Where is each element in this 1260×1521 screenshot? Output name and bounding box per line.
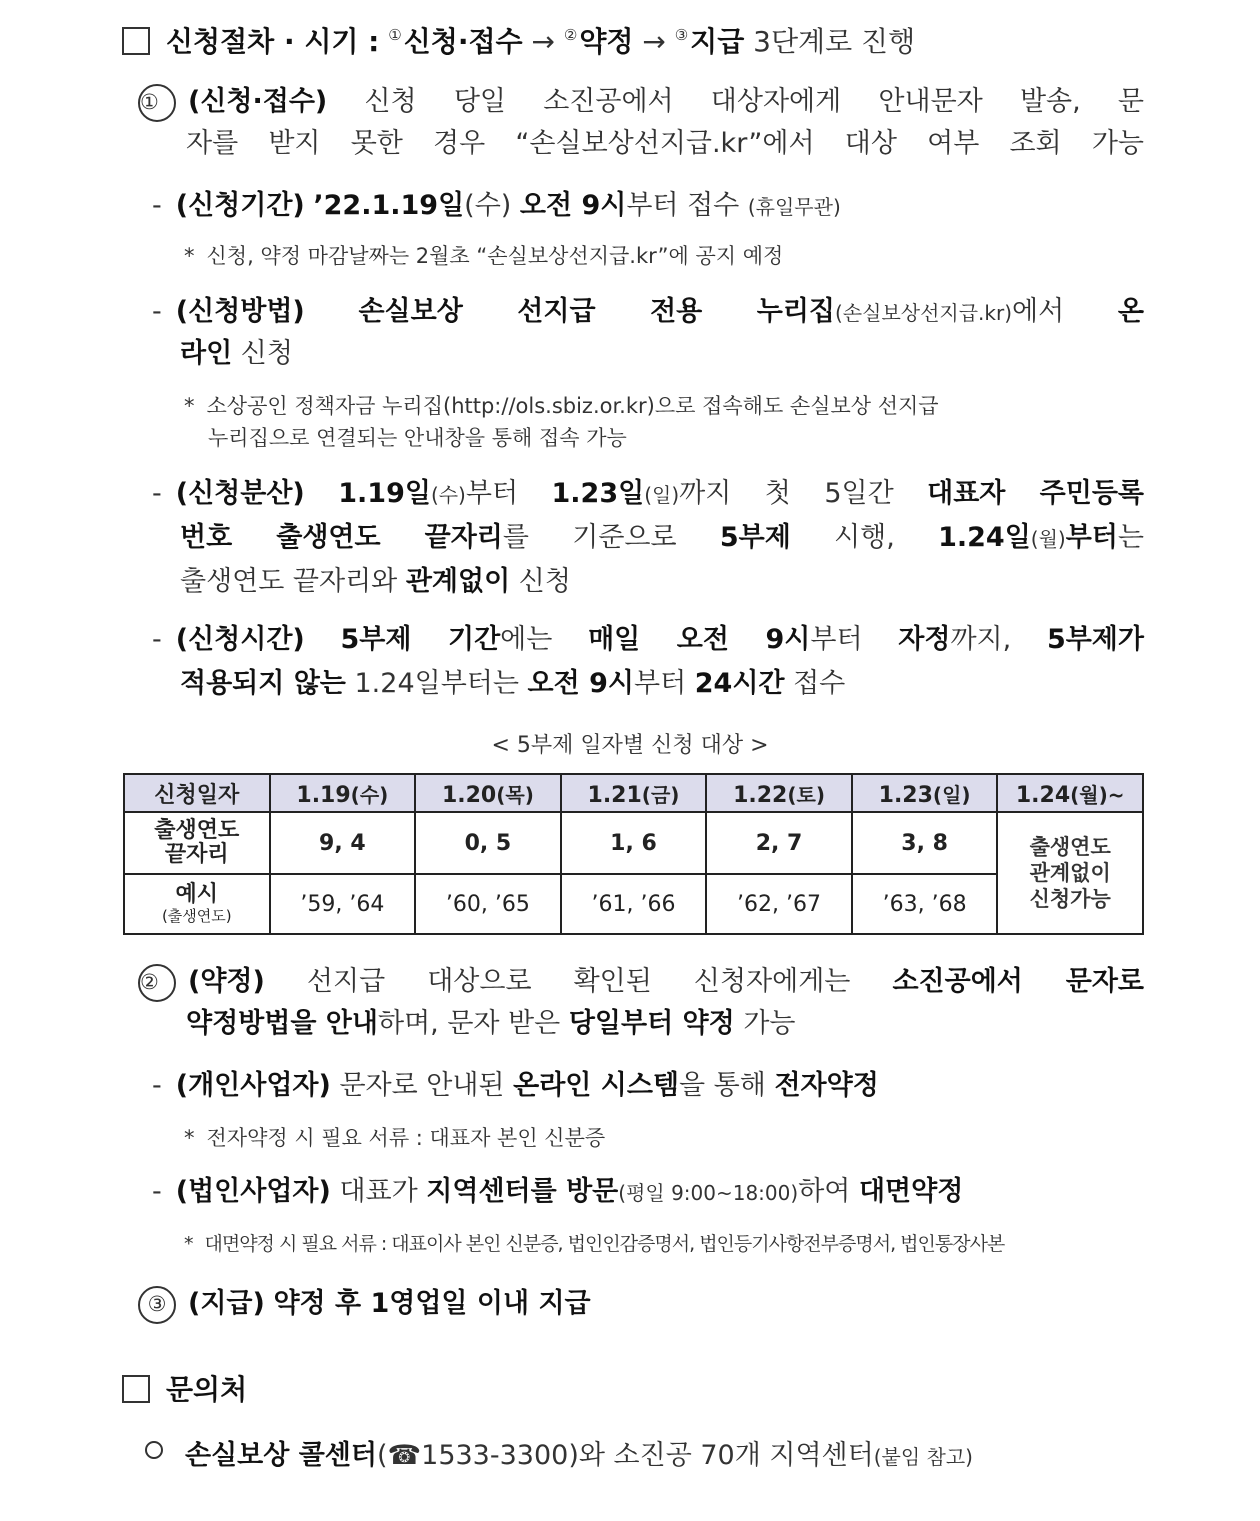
bullet-text: 를 기준으로 (502, 522, 677, 553)
paragraph-text: 자를 받지 못한 경우 “손실보상선지급.kr”에서 대상 여부 조회 가능 (186, 128, 1144, 159)
step-label: 신청·접수 (403, 25, 523, 58)
paragraph-text: 하며, 문자 받은 (377, 1008, 561, 1039)
bullet-corporate (152, 1172, 963, 1213)
paragraph-label: (지급) (188, 1288, 265, 1319)
dash-bullet: - (152, 1070, 162, 1101)
bullet-text: 신청 (518, 566, 571, 597)
cell-line: 관계없이 (1029, 861, 1111, 885)
day-of-week: (수) (430, 483, 466, 507)
note-deadline (184, 236, 783, 276)
table-header-cell (415, 774, 561, 812)
header-dow: (목) (496, 782, 534, 807)
header-date: 1.20 (441, 782, 497, 808)
asterisk-mark: * (184, 1233, 193, 1255)
note-text: 신청, 약정 마감날짜는 2월초 “손실보상선지급.kr”에 공지 예정 (206, 244, 784, 268)
dash-bullet: - (152, 1176, 162, 1207)
step-summary: 3단계로 진행 (753, 25, 916, 58)
bullet-bold: 24시간 (694, 668, 785, 699)
day-of-week: (수) (464, 190, 512, 221)
paragraph-payment (138, 1284, 591, 1324)
row-label (124, 874, 270, 934)
note-text: 대면약정 시 필요 서류 : 대표이사 본인 신분증, 법인인감증명서, 법인등기사항전부증명서, 법인통장사본 (204, 1233, 1005, 1255)
date-free: 1.24일 (938, 522, 1031, 553)
table-cell: ’61, ’66 (561, 874, 707, 934)
asterisk-mark: * (184, 244, 195, 268)
bullet-bold: 전자약정 (774, 1070, 879, 1101)
paragraph-bold: 소진공에서 문자로 (892, 966, 1144, 997)
row-label-line: 끝자리 (164, 842, 229, 867)
bullet-apply-time-line2 (180, 664, 845, 704)
table-header-cell (270, 774, 416, 812)
header-dow: (수) (350, 782, 389, 807)
paragraph-label: (신청·접수) (188, 86, 328, 117)
paragraph-agreement (138, 962, 1144, 1002)
checkbox-square-icon (122, 1375, 150, 1403)
table-cell: 2, 7 (706, 812, 852, 874)
table-header-cell (997, 774, 1143, 812)
bullet-bold: 5부제가 (1046, 624, 1144, 655)
bullet-bold: 적용되지 않는 (180, 668, 346, 699)
paragraph-bold: 당일부터 약정 (568, 1008, 735, 1039)
bullet-individual (152, 1066, 879, 1106)
note-text: 누리집으로 연결되는 안내창을 통해 접속 가능 (208, 426, 627, 450)
bullet-text: 에는 (500, 624, 553, 655)
contact-text: 와 소진공 70개 지역센터 (578, 1440, 874, 1471)
header-dow: (일) (932, 782, 971, 807)
bullet-bold: 번호 출생연도 끝자리 (180, 522, 503, 553)
bullet-bold: 온 (1117, 296, 1144, 327)
table-cell: ’63, ’68 (852, 874, 998, 934)
bullet-bold: 5부제 기간 (340, 624, 501, 655)
bullet-apply-distribution-line3 (180, 562, 571, 602)
paragraph-text: 신청 당일 소진공에서 대상자에게 안내문자 발송, 문 (364, 86, 1144, 117)
header-date: 1.24 (1015, 782, 1071, 808)
bullet-label: (신청방법) (175, 296, 305, 327)
paragraph-text: 선지급 대상으로 확인된 신청자에게는 (306, 966, 851, 997)
bullet-apply-time (152, 620, 1144, 660)
step-label: 지급 (690, 25, 745, 58)
note-text: 소상공인 정책자금 누리집(http://ols.sbiz.or.kr)으로 접속해도 손실보상 선지급 (206, 394, 939, 418)
section-heading-contact (122, 1370, 247, 1410)
table-header-cell (561, 774, 707, 812)
holiday-note: (휴일무관) (747, 195, 841, 219)
header-date: 1.22 (733, 782, 788, 808)
bullet-apply-distribution (152, 474, 1144, 515)
bullet-text: 부터 접수 (626, 190, 740, 221)
paragraph-apply-receive-line2 (186, 124, 1144, 164)
bullet-label: (법인사업자) (175, 1176, 331, 1207)
header-dow: (토) (787, 782, 825, 807)
table-header-cell (124, 774, 270, 812)
bullet-bold: 부터 (1065, 522, 1118, 553)
paragraph-bold: 약정방법을 안내 (186, 1008, 378, 1039)
bullet-text: 1.24일부터는 (354, 668, 519, 699)
table-header-cell (852, 774, 998, 812)
table-cell: 1, 6 (561, 812, 707, 874)
bullet-text: 신청 (240, 338, 293, 369)
step-number: ② (563, 26, 578, 44)
dash-bullet: - (152, 478, 162, 509)
table-cell: ’60, ’65 (415, 874, 561, 934)
arrow-right-icon: → (531, 25, 555, 58)
bullet-label: (개인사업자) (175, 1070, 331, 1101)
day-of-week: (월) (1030, 527, 1066, 551)
dash-bullet: - (152, 624, 162, 655)
note-corporate (184, 1224, 1004, 1264)
paragraph-bold: 약정 후 1영업일 이내 지급 (273, 1288, 591, 1319)
day-of-week: (일) (644, 483, 680, 507)
step-number: ① (388, 26, 402, 44)
bullet-label: (신청기간) (175, 190, 305, 221)
row-label-sub: (출생연도) (161, 907, 232, 925)
table-row-birth-digit (124, 812, 1143, 874)
date-start: 1.19일 (338, 478, 431, 509)
note-text: 전자약정 시 필요 서류 : 대표자 본인 신분증 (206, 1126, 606, 1150)
bullet-label: (신청시간) (175, 624, 305, 655)
bullet-bold: 대표자 주민등록 (927, 478, 1144, 509)
header-date: 신청일자 (154, 782, 240, 808)
note-portal-line2 (208, 418, 627, 458)
bullet-bold: 오전 9시 (527, 668, 634, 699)
step-label: 약정 (579, 25, 634, 58)
bullet-text: 부터 (633, 668, 687, 699)
contact-line (145, 1436, 973, 1477)
step-number: ③ (674, 26, 689, 44)
bullet-text: 대표가 (339, 1176, 418, 1207)
bullet-bold: 5부제 (719, 522, 791, 553)
apply-date: ’22.1.19일 (313, 190, 465, 221)
bullet-apply-method-line2 (180, 334, 293, 374)
attachment-note: (붙임 참고) (873, 1445, 973, 1469)
table-cell: 0, 5 (415, 812, 561, 874)
table-header-cell (706, 774, 852, 812)
bullet-bold: 매일 오전 9시 (588, 624, 811, 655)
checkbox-square-icon (122, 27, 150, 55)
bullet-text: 까지 첫 5일간 (679, 478, 894, 509)
section-heading-procedure (122, 15, 915, 62)
table-cell: ’59, ’64 (270, 874, 416, 934)
circled-number: ③ (138, 1286, 176, 1324)
bullet-text: 부터 (465, 478, 519, 509)
bullet-text: 시행, (834, 522, 895, 553)
weekday-hours: (평일 9:00~18:00) (618, 1181, 799, 1205)
bullet-bold: 관계없이 (405, 566, 511, 597)
table-caption: < 5부제 일자별 신청 대상 > (491, 733, 769, 758)
bullet-bold: 자정 (898, 624, 951, 655)
bullet-apply-distribution-line2 (180, 518, 1144, 559)
row-label-line: 출생연도 (154, 818, 240, 843)
bullet-apply-period (152, 186, 841, 227)
bullet-bold: 대면약정 (858, 1176, 964, 1207)
bullet-text: 는 (1117, 522, 1144, 553)
bullet-text: 까지, (950, 624, 1012, 655)
call-center-name: 손실보상 콜센터 (185, 1440, 377, 1471)
bullet-text: 부터 (810, 624, 863, 655)
table-cell-free (997, 812, 1143, 934)
bullet-text: 에서 (1012, 296, 1065, 327)
dash-bullet: - (152, 190, 162, 221)
paragraph-text: 가능 (743, 1008, 796, 1039)
note-individual (184, 1118, 605, 1158)
call-center-phone[interactable]: (☎1533-3300) (376, 1440, 579, 1471)
asterisk-mark: * (184, 394, 195, 418)
table-row-example (124, 874, 1143, 934)
header-dow: (금) (641, 782, 680, 807)
header-date: 1.21 (587, 782, 642, 808)
circled-number: ② (138, 964, 176, 1002)
table-header-row (124, 774, 1143, 812)
table-cell: ’62, ’67 (706, 874, 852, 934)
asterisk-mark: * (184, 1126, 195, 1150)
paragraph-apply-receive (138, 82, 1144, 122)
paragraph-agreement-line2 (186, 1004, 796, 1044)
header-dow: (월)~ (1070, 782, 1125, 807)
bullet-bold: 손실보상 선지급 전용 누리집 (358, 296, 835, 327)
row-label-line: 예시 (175, 882, 219, 907)
dash-bullet: - (152, 296, 162, 327)
cell-line: 출생연도 (1029, 835, 1111, 859)
section-title: 신청절차 · 시기 : (166, 25, 380, 58)
bullet-text: 을 통해 (679, 1070, 766, 1101)
date-end: 1.23일 (551, 478, 645, 509)
arrow-right-icon: → (642, 25, 666, 58)
section-title: 문의처 (166, 1373, 248, 1406)
header-date: 1.23 (878, 782, 933, 808)
paragraph-label: (약정) (188, 966, 265, 997)
bullet-bold: 온라인 시스템 (513, 1070, 680, 1101)
apply-time: 오전 9시 (519, 190, 627, 221)
schedule-table (123, 773, 1144, 935)
bullet-text: 접수 (793, 668, 846, 699)
bullet-label: (신청분산) (175, 478, 305, 509)
bullet-bold: 라인 (180, 338, 233, 369)
header-date: 1.19 (296, 782, 351, 808)
bullet-text: 하여 (798, 1176, 851, 1207)
table-cell: 3, 8 (852, 812, 998, 874)
table-cell: 9, 4 (270, 812, 416, 874)
circled-number: ① (138, 84, 176, 122)
site-name: (손실보상선지급.kr) (835, 301, 1013, 325)
bullet-apply-method (152, 292, 1144, 333)
cell-line: 신청가능 (1029, 887, 1111, 911)
bullet-bold: 지역센터를 방문 (426, 1176, 619, 1207)
bullet-text: 문자로 안내된 (339, 1070, 505, 1101)
row-label (124, 812, 270, 874)
circle-bullet-icon (145, 1441, 163, 1459)
bullet-text: 출생연도 끝자리와 (180, 566, 398, 597)
